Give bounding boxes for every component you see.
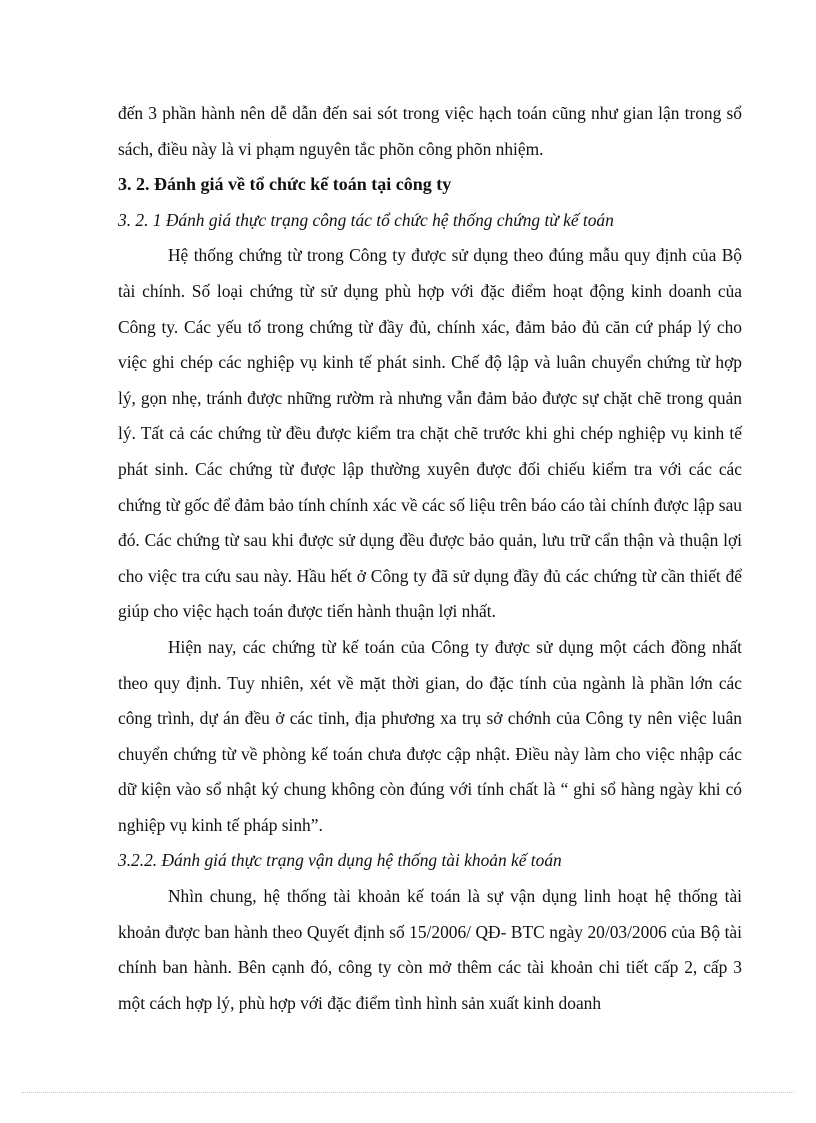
subsection-2-heading: 3.2.2. Đánh giá thực trạng vận dụng hệ thống tài khoản kế toán (118, 850, 562, 871)
footer-divider (22, 1092, 794, 1093)
document-page (118, 96, 742, 1021)
subsection-1-heading: 3. 2. 1 Đánh giá thực trạng công tác tổ chức hệ thống chứng từ kế toán (118, 209, 614, 230)
subsection-1-paragraph-2: Hiện nay, các chứng từ kế toán của Công ty được sử dụng một cách đồng nhất theo quy định. Tuy nhiên, xét về mặt thời gian, do đặc tính của ngành là phần lớn các công trình, dự án đều ở các tỉnh, địa phương xa trụ sở chớnh của Công ty nên việc luân chuyển chứng từ về phòng kế toán chưa được cập nhật. Điều này làm cho việc nhập các dữ kiện vào sổ nhật ký chung không còn đúng với tính chất là “ ghi sổ hàng ngày khi có nghiệp vụ kinh tế pháp sinh”. (118, 636, 742, 835)
section-heading: 3. 2. Đánh giá về tổ chức kế toán tại công ty (118, 174, 452, 195)
subsection-2-paragraph-1: Nhìn chung, hệ thống tài khoản kế toán là sự vận dụng linh hoạt hệ thống tài khoản được ban hành theo Quyết định số 15/2006/ QĐ- BTC ngày 20/03/2006 của Bộ tài chính ban hành. Bên cạnh đó, công ty còn mở thêm các tài khoản chi tiết cấp 2, cấp 3 một cách hợp lý, phù hợp với đặc điểm tình hình sản xuất kinh doanh (118, 886, 742, 1013)
subsection-1-paragraph-1: Hệ thống chứng từ trong Công ty được sử dụng theo đúng mẫu quy định của Bộ tài chính. Số loại chứng từ sử dụng phù hợp với đặc điểm hoạt động kinh doanh của Công ty. Các yếu tố trong chứng từ đầy đủ, chính xác, đảm bảo đủ căn cứ pháp lý cho việc ghi chép các nghiệp vụ kinh tế phát sinh. Chế độ lập và luân chuyển chứng từ hợp lý, gọn nhẹ, tránh được những rườm rà nhưng vẫn đảm bảo được sự chặt chẽ trong quản lý. Tất cả các chứng từ đều được kiểm tra chặt chẽ trước khi ghi chép nghiệp vụ kinh tế phát sinh. Các chứng từ được lập thường xuyên được đối chiếu kiểm tra với các các chứng từ gốc để đảm bảo tính chính xác về các số liệu trên báo cáo tài chính được lập sau đó. Các chứng từ sau khi được sử dụng đều được bảo quản, lưu trữ cẩn thận và thuận lợi cho việc tra cứu sau này. Hầu hết ở Công ty đã sử dụng đầy đủ các chứng từ cần thiết để giúp cho việc hạch toán được tiến hành thuận lợi nhất. (118, 245, 742, 622)
intro-paragraph: đến 3 phần hành nên dễ dẫn đến sai sót trong việc hạch toán cũng như gian lận trong sổ sách, điều này là vi phạm nguyên tắc phõn công phõn nhiệm. (118, 103, 742, 159)
